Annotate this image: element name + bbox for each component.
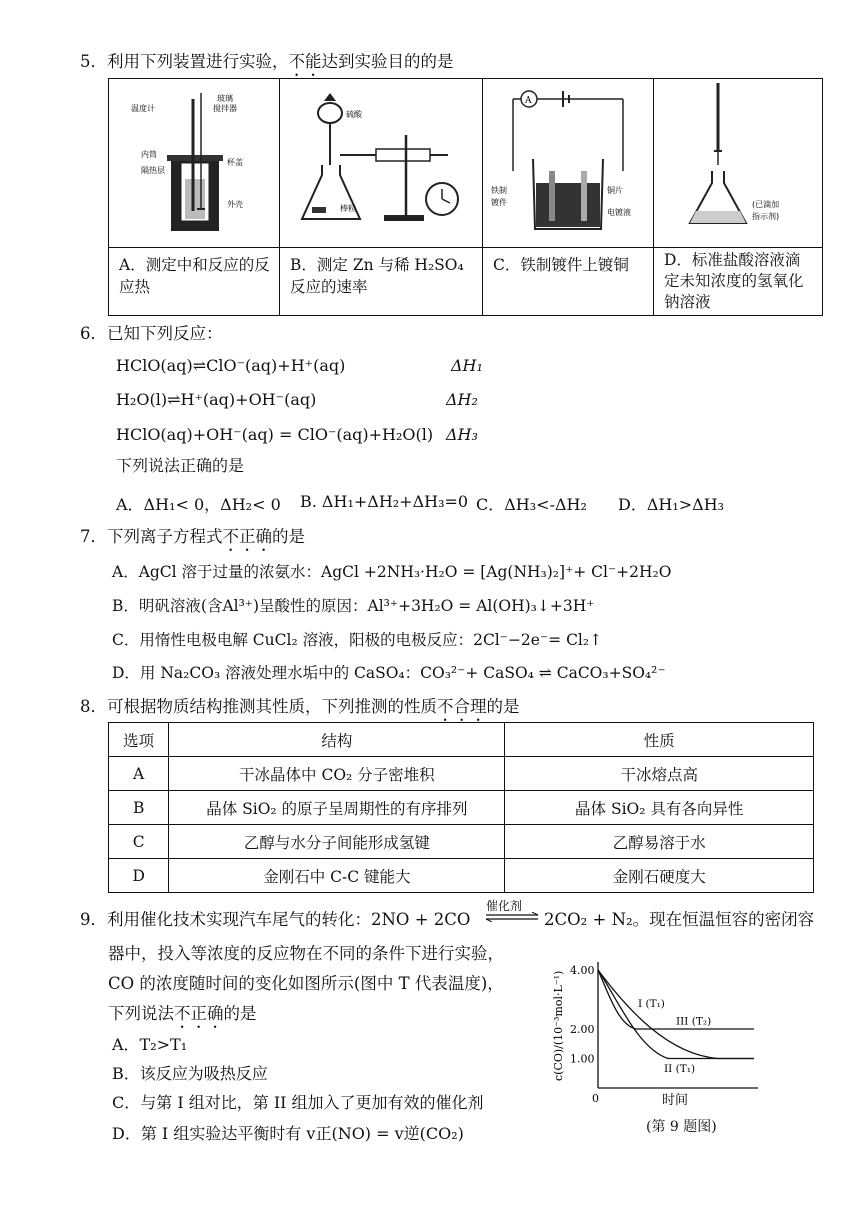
- label-glass: 玻璃: [217, 94, 233, 103]
- table-cell: B: [109, 791, 169, 825]
- q8-table: [108, 722, 814, 893]
- y-tick-label: 1.00: [570, 1052, 595, 1066]
- table-cell: C: [109, 825, 169, 859]
- ammeter-label: A: [525, 96, 532, 106]
- label-zinc: 棒粒: [340, 204, 356, 213]
- q6-ask: 下列说法正确的是: [116, 456, 245, 475]
- label-indicator-1: (已滴加: [752, 200, 780, 209]
- q6-dh-1: ΔH₁: [451, 356, 483, 375]
- label-sulfuric: 硫酸: [346, 110, 362, 119]
- q6-option-d: D．ΔH₁>ΔH₃: [618, 495, 725, 514]
- q7-option-c: C．用惰性电极电解 CuCl₂ 溶液，阳极的电极反应：2Cl⁻−2e⁻= Cl₂↑: [112, 631, 603, 649]
- table-cell: 干冰晶体中 CO₂ 分子密堆积: [169, 757, 505, 791]
- q9-option-c: C．与第 I 组对比，第 II 组加入了更加有效的催化剂: [112, 1093, 484, 1112]
- q9-option-d: D．第 I 组实验达平衡时有 v正(NO) = v逆(CO₂): [112, 1124, 464, 1143]
- q6-dh-2: ΔH₂: [446, 390, 478, 409]
- q9-line1b: 2CO₂ + N₂。现在恒温恒容的密闭容: [544, 910, 815, 929]
- label-iron: 铁制: [491, 186, 507, 195]
- table-row: [109, 859, 814, 893]
- q9-option-b: B．该反应为吸热反应: [112, 1064, 268, 1083]
- q6-stem: 6．已知下列反应：: [80, 324, 223, 343]
- apparatus-c-image: [483, 79, 654, 248]
- table-cell: 金刚石硬度大: [505, 859, 814, 893]
- table-cell: 晶体 SiO₂ 的原子呈周期性的有序排列: [169, 791, 505, 825]
- q6-option-c: C．ΔH₃<-ΔH₂: [476, 495, 587, 514]
- apparatus-b-image: [280, 79, 483, 248]
- label-stirrer: 搅拌器: [213, 104, 237, 113]
- table-row: [109, 757, 814, 791]
- series-line-ii: [598, 970, 754, 1059]
- apparatus-d-image: [654, 79, 823, 248]
- label-plating-piece: 镀件: [491, 198, 507, 207]
- label-shell: 外壳: [227, 200, 243, 209]
- equilibrium-arrow-icon: [484, 912, 540, 922]
- y-tick-label: 4.00: [570, 964, 595, 977]
- q7-stem: 7．下列离子方程式不正确的是: [80, 527, 305, 546]
- q5-caption-a: A．测定中和反应的反应热: [119, 256, 270, 296]
- apparatus-a-image: [109, 79, 280, 248]
- q5-caption-d: D．标准盐酸溶液滴定未知浓度的氢氧化钠溶液: [664, 251, 804, 311]
- q6-dh-3: ΔH₃: [446, 425, 478, 444]
- q6-reaction-2: H₂O(l)⇌H⁺(aq)+OH⁻(aq): [116, 390, 317, 409]
- q8-stem: 8．可根据物质结构推测其性质，下列推测的性质不合理的是: [80, 697, 520, 716]
- table-row: [109, 791, 814, 825]
- label-copper-sheet: 铜片: [607, 186, 623, 195]
- q7-option-d: D．用 Na₂CO₃ 溶液处理水垢中的 CaSO₄：CO₃²⁻+ CaSO₄ ⇌ CaCO₃+SO₄²⁻: [112, 664, 666, 682]
- label-insulation: 隔热层: [141, 166, 165, 175]
- label-indicator-2: 指示剂): [752, 212, 780, 221]
- q7-option-b: B．明矾溶液(含Al³⁺)呈酸性的原因：Al³⁺+3H₂O = Al(OH)₃↓+3H⁺: [112, 597, 595, 615]
- table-cell: 金刚石中 C-C 键能大: [169, 859, 505, 893]
- q5-caption-b: B．测定 Zn 与稀 H₂SO₄ 反应的速率: [290, 256, 464, 296]
- table-cell: 乙醇易溶于水: [505, 825, 814, 859]
- q6-option-a: A．ΔH₁< 0，ΔH₂< 0: [116, 495, 281, 514]
- table-cell: A: [109, 757, 169, 791]
- co-concentration-chart: [548, 956, 768, 1106]
- x-axis-label: 时间: [662, 1093, 689, 1106]
- label-inner: 内筒: [141, 150, 157, 159]
- q7-option-a: A．AgCl 溶于过量的浓氨水：AgCl +2NH₃·H₂O = [Ag(NH₃)₂]⁺+ Cl⁻+2H₂O: [112, 563, 672, 581]
- q9-line2: 器中，投入等浓度的反应物在不同的条件下进行实验，: [108, 944, 504, 963]
- q9-catalyst: 催化剂: [486, 899, 523, 913]
- q9-line1a: 9．利用催化技术实现汽车尾气的转化：2NO + 2CO: [80, 910, 471, 929]
- origin-label: 0: [592, 1092, 599, 1105]
- series-label-iii: III (T₂): [676, 1015, 712, 1028]
- table-cell: 干冰熔点高: [505, 757, 814, 791]
- y-tick-label: 2.00: [570, 1023, 595, 1036]
- header-structure: 结构: [169, 723, 505, 757]
- q9-line3: CO 的浓度随时间的变化如图所示(图中 T 代表温度)，: [108, 974, 504, 993]
- q9-figure-caption: (第 9 题图): [646, 1119, 717, 1135]
- header-property: 性质: [505, 723, 814, 757]
- table-cell: D: [109, 859, 169, 893]
- series-label-i: I (T₁): [638, 997, 665, 1010]
- q6-reaction-3: HClO(aq)+OH⁻(aq) = ClO⁻(aq)+H₂O(l): [116, 425, 434, 444]
- label-thermometer: 温度计: [131, 104, 155, 113]
- table-cell: 乙醇与水分子间能形成氢键: [169, 825, 505, 859]
- label-lid: 杯盖: [227, 158, 243, 167]
- q9-line4: 下列说法不正确的是: [108, 1004, 257, 1023]
- q5-apparatus-table: [108, 78, 823, 316]
- q9-option-a: A．T₂>T₁: [112, 1035, 188, 1054]
- q6-option-b: B. ΔH₁+ΔH₂+ΔH₃=0: [300, 492, 469, 511]
- q5-stem: 5．利用下列装置进行实验，不能达到实验目的的是: [80, 52, 454, 71]
- header-option: 选项: [109, 723, 169, 757]
- series-label-ii: II (T₁): [664, 1062, 696, 1075]
- table-header-row: [109, 723, 814, 757]
- q5-caption-c: C．铁制镀件上镀铜: [493, 256, 629, 274]
- table-row: [109, 825, 814, 859]
- q6-reaction-1: HClO(aq)⇌ClO⁻(aq)+H⁺(aq): [116, 356, 346, 375]
- label-electrolyte: 电镀液: [607, 208, 631, 217]
- y-axis-label: c(CO)/(10⁻³mol·L⁻¹): [552, 970, 565, 1081]
- table-cell: 晶体 SiO₂ 具有各向异性: [505, 791, 814, 825]
